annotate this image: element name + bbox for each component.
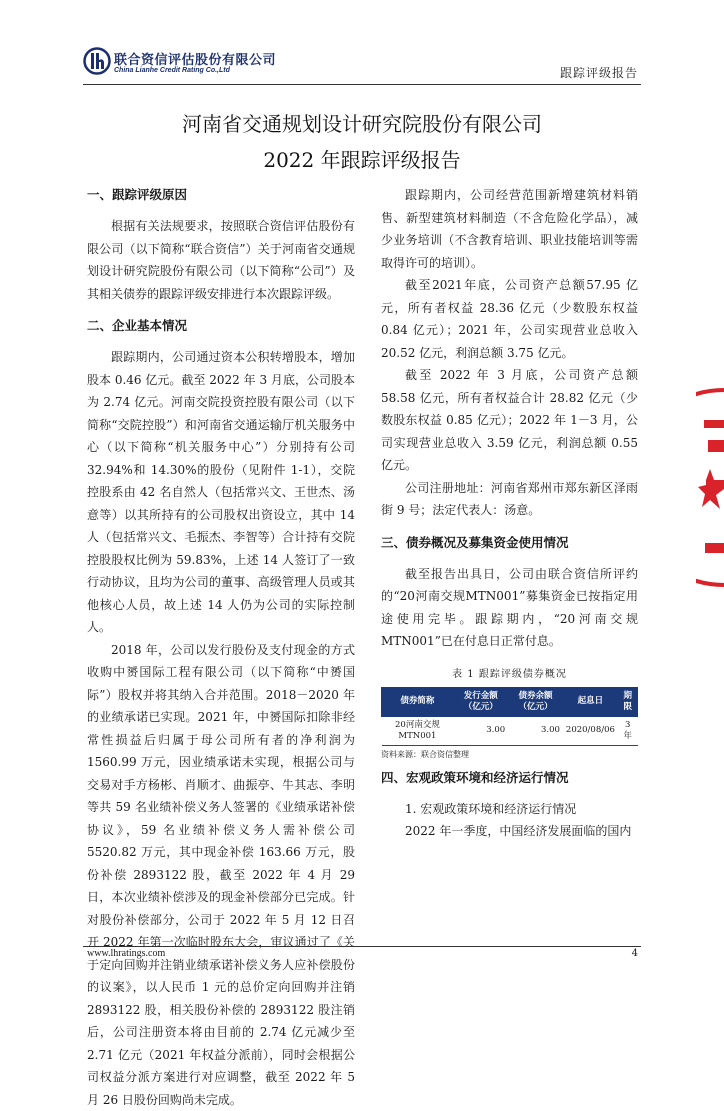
table-header-cell: 发行金额（亿元） xyxy=(453,687,508,716)
report-type-label: 跟踪评级报告 xyxy=(560,64,638,81)
section-2-paragraph-3: 跟踪期内，公司经营范围新增建筑材料销售、新型建筑材料制造（不含危险化学品），减少业务培训（不含教育培训、职业技能培训等需取得许可的培训）。 xyxy=(381,184,638,274)
section-2-heading: 二、企业基本情况 xyxy=(87,315,355,337)
table-cell-value-date: 2020/08/06 xyxy=(563,716,618,745)
table-header-cell: 起息日 xyxy=(563,687,618,716)
table-cell-issue-amount: 3.00 xyxy=(453,716,508,745)
report-title-company: 河南省交通规划设计研究院股份有限公司 xyxy=(83,108,641,137)
section-2-paragraph-2: 2018 年，公司以发行股份及支付现金的方式收购中赟国际工程有限公司（以下简称“中赟国际”）股权并将其纳入合并范围。2018－2020 年的业绩承诺已实现。2021 年，中赟国际扣除非经常性损益后归属于母公司所有者的净利润为 1560.99 万元，因业绩承诺未实现，根据公司与交易对手方杨彬、肖顺才、曲振亭、牛其志、李明等共 59 名业绩补偿义务人签署的《业绩承诺补偿协议》，59 名业绩补偿义务人需补偿公司 5520.82 万元，其中现金补偿 163.66 万元，股份补偿 2893122 股，截至 2022 年 4 月 29 日，本次业绩补偿涉及的现金补偿部分已完成。针对股份补偿部分，公司于 2022 年 5 月 12 日召开 2022 年第一次临时股东大会，审议通过了《关于定向回购并注销业绩承诺补偿义务人应补偿股份的议案》，以人民币 1 元的总价定向回购并注销 2893122 股，相关股份补偿的 2893122 股注销后，公司注册资本将由目前的 2.74 亿元减少至 2.71 亿元（2021 年权益分派前），同时会根据公司权益分派方案进行对应调整，截至 2022 年 5 月 26 日股份回购尚未完成。 xyxy=(87,639,355,1111)
left-column xyxy=(87,184,355,1111)
table-header-cell: 期限 xyxy=(618,687,638,716)
table-source-note: 资料来源：联合资信整理 xyxy=(381,748,638,761)
logo-company-name-cn: 联合资信评估股份有限公司 xyxy=(114,49,276,68)
page-number: 4 xyxy=(632,948,638,959)
section-2-paragraph-1: 跟踪期内，公司通过资本公积转增股本，增加股本 0.46 亿元。截至 2022 年 3 月底，公司股本为 2.74 亿元。河南交院投资控股有限公司（以下简称“交院控股”）和河南省交通运输厅机关服务中心（以下简称“机关服务中心”）分别持有公司 32.94%和 14.30%的股份（见附件 1-1），交院控股系由 42 名自然人（包括常兴文、王世杰、汤意等）以其所持有的公司股权出资设立，其中 14 人（包括常兴文、毛振杰、李智等）合计持有交院控股股权比例为 59.83%，上述 14 人签订了一致行动协议，且均为公司的董事、高级管理人员或其他核心人员，故上述 14 人仍为公司的实际控制人。 xyxy=(87,346,355,639)
right-column xyxy=(381,184,638,843)
section-2-paragraph-5: 截至 2022 年 3 月底，公司资产总额 58.58 亿元，所有者权益合计 28.82 亿元（少数股东权益 0.85 亿元）；2022 年 1－3 月，公司实现营业总收入 3.59 亿元，利润总额 0.55 亿元。 xyxy=(381,364,638,477)
logo-company-name-en: China Lianhe Credit Rating Co.,Ltd xyxy=(114,67,230,74)
lianhe-logo-icon xyxy=(83,47,111,75)
table-row xyxy=(382,716,638,745)
header-divider xyxy=(83,84,641,85)
section-1-paragraph: 根据有关法规要求，按照联合资信评估股份有限公司（以下简称“联合资信”）关于河南省交通规划设计研究院股份有限公司（以下简称“公司”）及其相关债券的跟踪评级安排进行本次跟踪评级。 xyxy=(87,215,355,305)
footer-divider xyxy=(83,946,641,947)
section-2-paragraph-6: 公司注册地址：河南省郑州市郑东新区泽雨街 9 号；法定代表人：汤意。 xyxy=(381,477,638,522)
table-cell-balance: 3.00 xyxy=(508,716,563,745)
table-cell-bond-name: 20河南交规MTN001 xyxy=(382,716,454,745)
bond-summary-table xyxy=(381,687,638,746)
table-header-cell: 债券余额（亿元） xyxy=(508,687,563,716)
footer-website-link[interactable]: www.lhratings.com xyxy=(87,948,165,959)
table-header-row xyxy=(382,687,638,716)
section-4-subheading: 1. 宏观政策环境和经济运行情况 xyxy=(381,798,638,821)
company-logo xyxy=(83,47,283,83)
table-caption: 表 1 跟踪评级债券概况 xyxy=(381,667,638,683)
table-header-cell: 债券简称 xyxy=(382,687,454,716)
section-3-paragraph: 截至报告出具日，公司由联合资信所评约的“20河南交规MTN001”募集资金已按指定用途使用完毕。跟踪期内，“20河南交规MTN001”已在付息日正常付息。 xyxy=(381,563,638,653)
section-1-heading: 一、跟踪评级原因 xyxy=(87,184,355,206)
red-seal-stamp-icon xyxy=(696,385,724,590)
section-2-paragraph-4: 截至2021年底，公司资产总额57.95 亿元，所有者权益 28.36 亿元（少数股东权益 0.84 亿元）；2021 年，公司实现营业总收入 20.52 亿元，利润总额 3.75 亿元。 xyxy=(381,274,638,364)
section-4-paragraph: 2022 年一季度，中国经济发展面临的国内 xyxy=(381,820,638,843)
section-4-heading: 四、宏观政策环境和经济运行情况 xyxy=(381,767,638,789)
section-3-heading: 三、债券概况及募集资金使用情况 xyxy=(381,532,638,554)
report-title-year: 2022 年跟踪评级报告 xyxy=(83,144,641,173)
table-cell-term: 3 年 xyxy=(618,716,638,745)
